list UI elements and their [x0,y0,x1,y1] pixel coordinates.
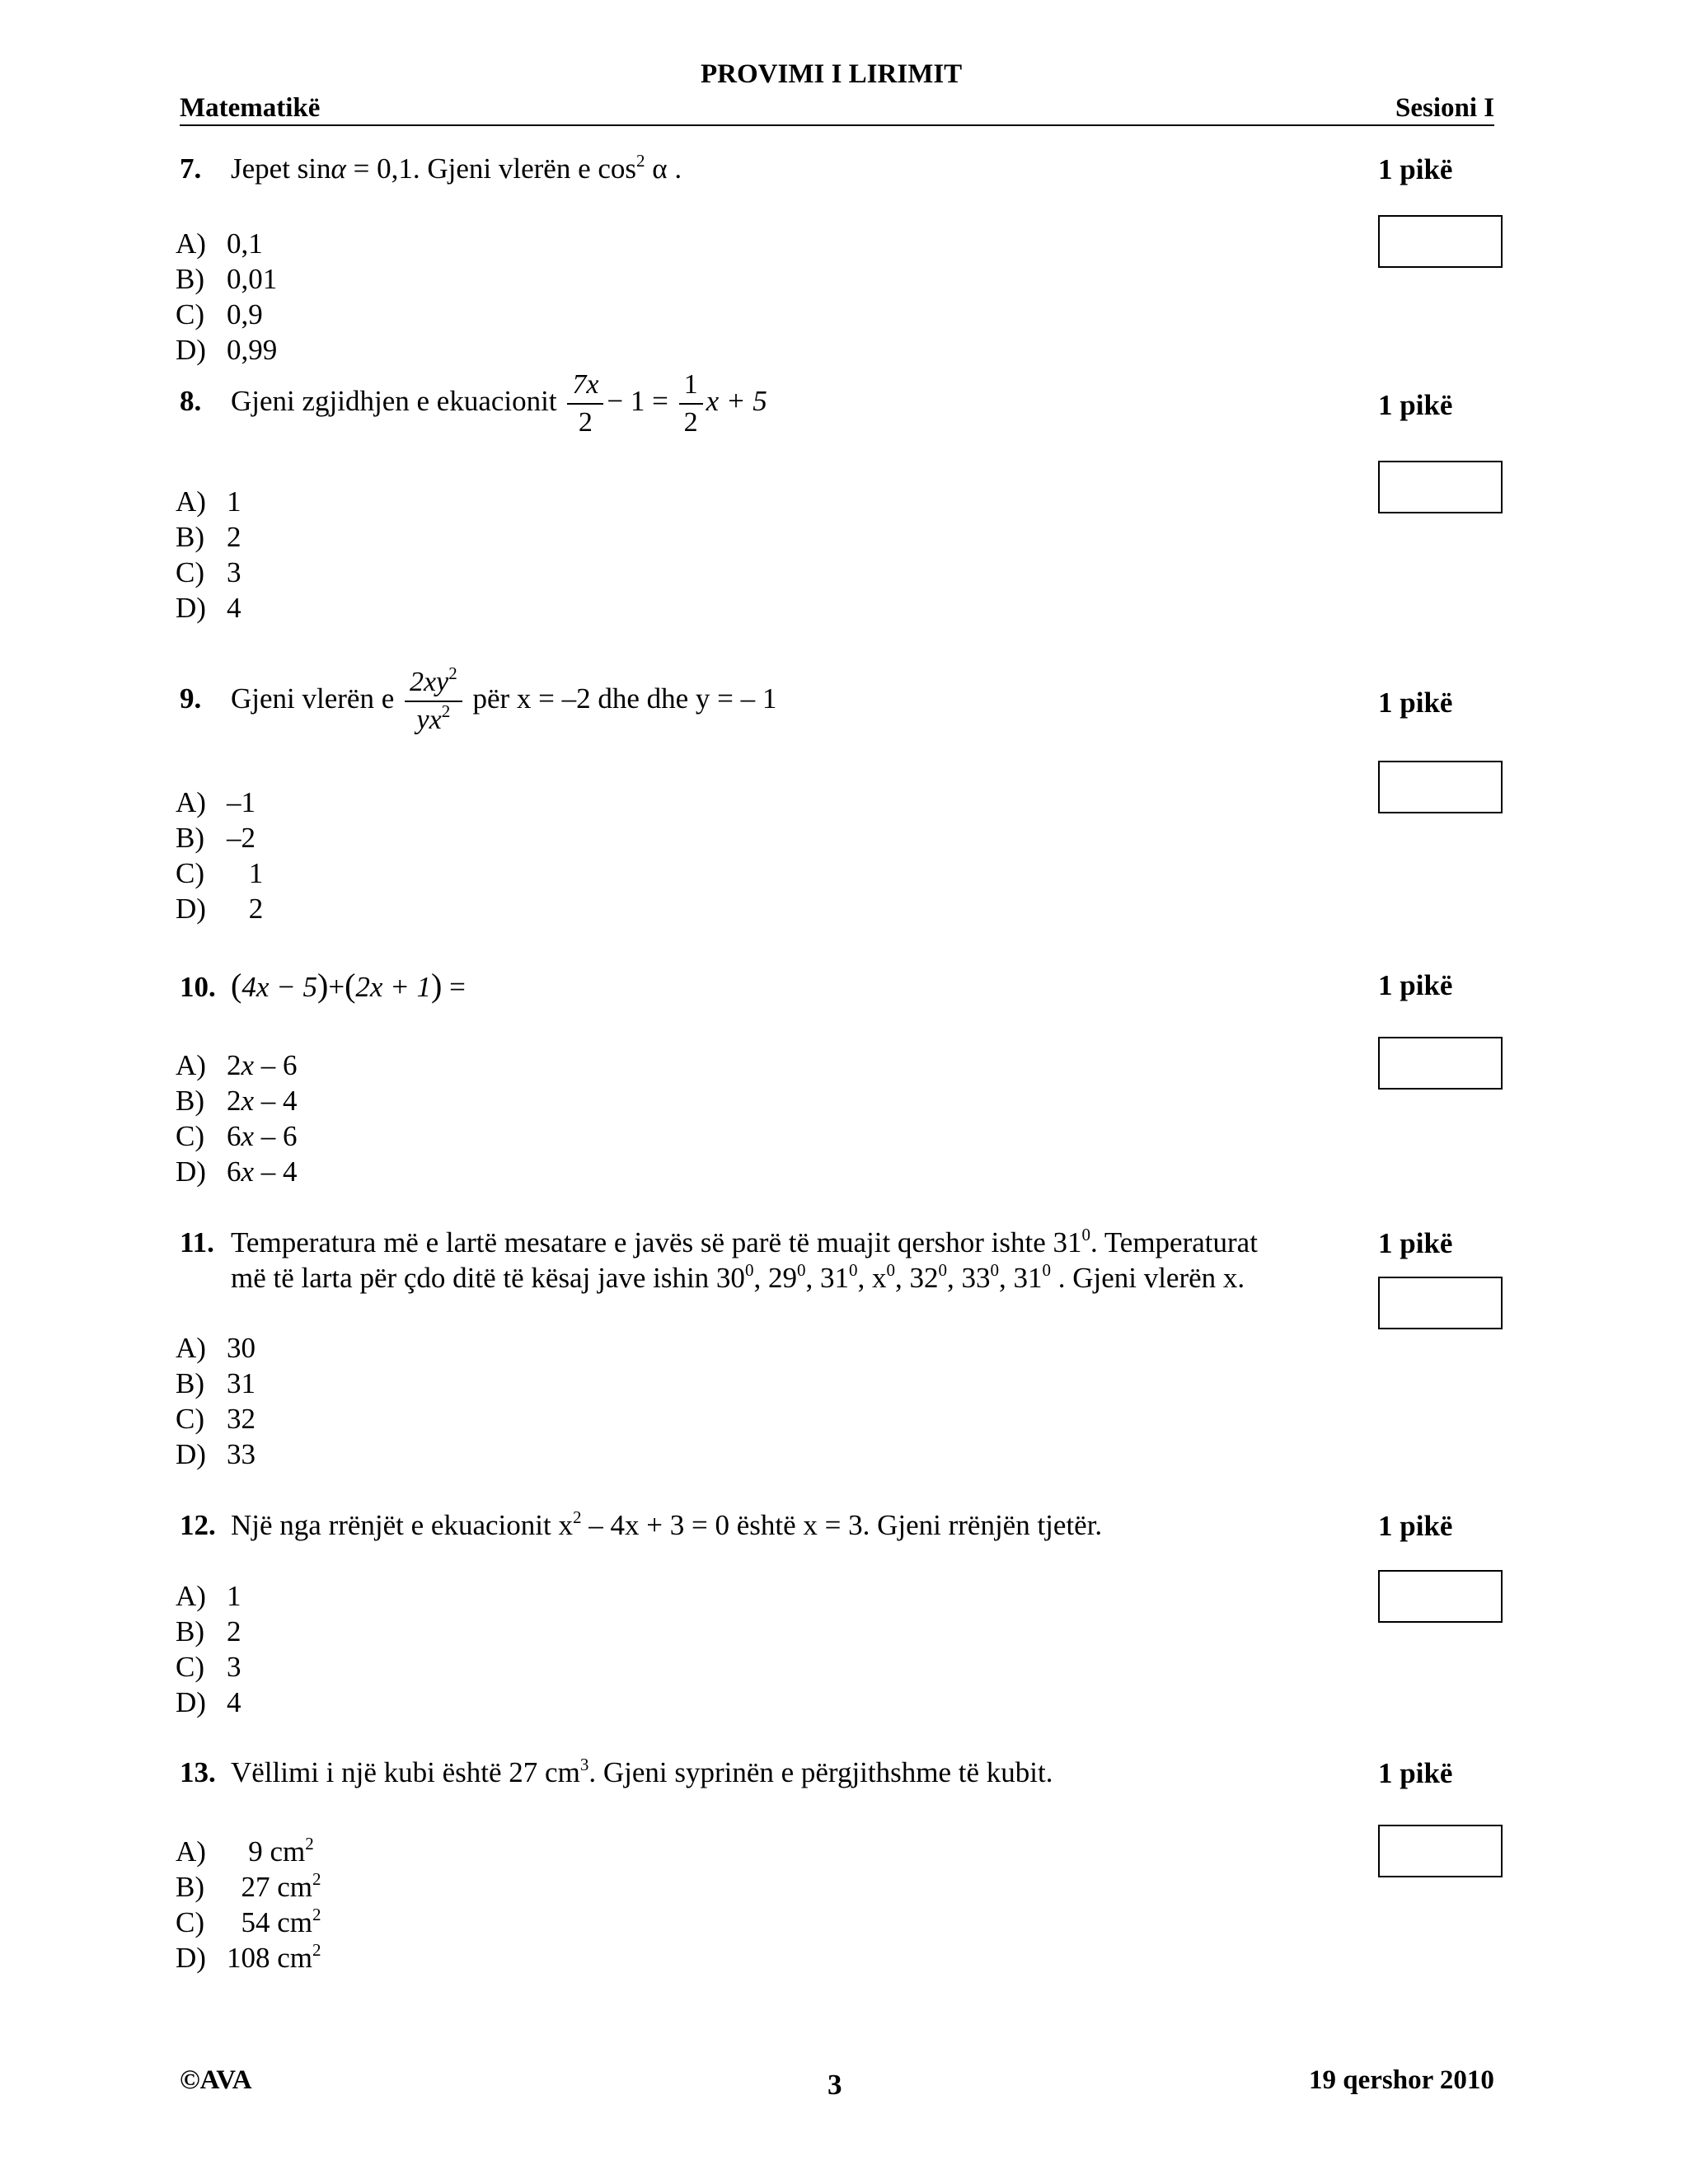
question-9: 9. Gjeni vlerën e $\frac{2xy^2}{yx^2}$ për x = –2 dhe dhe y = – 1 [180,663,777,735]
exam-title: PROVIMI I LIRIMIT [701,59,963,89]
answer-box[interactable] [1378,461,1503,513]
option-b[interactable]: B) 27 $cm^2$ [176,1869,321,1903]
answer-box[interactable] [1378,1570,1503,1623]
option-c[interactable]: C) 54 $cm^2$ [176,1905,321,1938]
page-number: 3 [828,2069,842,2101]
option-b[interactable]: B) 2x – 4 [176,1085,298,1117]
option-a[interactable]: A) 2x – 6 [176,1049,298,1081]
question-number: 9. [180,682,202,715]
answer-box[interactable] [1378,1037,1503,1090]
option-d[interactable]: D) 33 [176,1438,256,1470]
fraction: $\frac{1}{2}$ [679,368,703,439]
option-b[interactable]: B) –2 [176,822,256,854]
option-c[interactable]: C) 1 [176,857,264,889]
points-label: 1 pikë [1378,687,1453,719]
option-d[interactable]: D) 4 [176,592,241,624]
answer-box[interactable] [1378,1277,1503,1329]
answer-box[interactable] [1378,215,1503,268]
option-b[interactable]: B) 0,01 [176,263,278,295]
answer-box[interactable] [1378,761,1503,813]
session-label: Sesioni I [1395,93,1495,123]
fraction: $\frac{7x}{2}$ [567,368,603,439]
points-label: 1 pikë [1378,1757,1453,1789]
option-c[interactable]: C) 3 [176,1651,241,1683]
question-8: 8. Gjeni zgjidhjen e ekuacionit $\frac{7x}{2}$ − 1 = $\frac{1}{2}$ x + 5 [180,369,767,438]
question-number: 13. [180,1756,216,1788]
option-a[interactable]: A) 1 [176,1580,241,1612]
question-10: 10. (4x − 5)+(2x + 1) = [180,967,466,1004]
subject-label: Matematikë [180,93,321,123]
option-b[interactable]: B) 2 [176,521,241,553]
question-11: 11. Temperatura më e lartë mesatare e javës së parë të muajit qershor ishte $31^0$. Temperaturat [180,1225,1258,1261]
option-c[interactable]: C) 32 [176,1403,256,1435]
option-a[interactable]: A) –1 [176,786,256,818]
option-c[interactable]: C) 0,9 [176,298,263,330]
option-b[interactable]: B) 2 [176,1615,241,1647]
header-divider [180,124,1494,126]
fraction: $\frac{2xy^2}{yx^2}$ [405,666,462,737]
option-d[interactable]: D) 4 [176,1686,241,1718]
points-label: 1 pikë [1378,389,1453,421]
question-7: 7. Jepet sinα = 0,1. Gjeni vlerën e $\cos^2 \alpha$ . [180,151,682,187]
option-d[interactable]: D) 6x – 4 [176,1155,298,1188]
question-11-line2: më të larta për çdo ditë të kësaj jave ishin $30^0$, $29^0$, $31^0$, $x^0$, $32^0$, $33^0$, $31^0$ . Gjeni vlerën x. [231,1260,1245,1294]
answer-box[interactable] [1378,1825,1503,1877]
exam-date: 19 qershor 2010 [1309,2065,1494,2095]
points-label: 1 pikë [1378,153,1453,185]
points-label: 1 pikë [1378,1227,1453,1259]
option-c[interactable]: C) 6x – 6 [176,1120,298,1152]
copyright: ©AVA [180,2065,252,2095]
option-a[interactable]: A) 0,1 [176,227,263,260]
option-d[interactable]: D) 108 $cm^2$ [176,1940,321,1974]
option-c[interactable]: C) 3 [176,556,241,588]
question-number: 11. [180,1226,214,1258]
question-number: 12. [180,1509,216,1541]
question-13: 13. Vëllimi i një kubi është 27 $cm^3$. Gjeni syprinën e përgjithshme të kubit. [180,1755,1053,1791]
question-12: 12. Një nga rrënjët e ekuacionit $x^2 - 4x + 3 = 0$ është x = 3. Gjeni rrënjën tjetër. [180,1507,1102,1544]
question-number: 8. [180,385,202,418]
option-b[interactable]: B) 31 [176,1367,256,1399]
question-number: 7. [180,152,202,185]
points-label: 1 pikë [1378,969,1453,1001]
points-label: 1 pikë [1378,1510,1453,1542]
option-d[interactable]: D) 0,99 [176,334,278,366]
option-a[interactable]: A) 30 [176,1332,256,1364]
option-a[interactable]: A) 1 [176,485,241,518]
option-d[interactable]: D) 2 [176,893,264,925]
option-a[interactable]: A) 9 $cm^2$ [176,1834,314,1868]
question-number: 10. [180,971,216,1003]
